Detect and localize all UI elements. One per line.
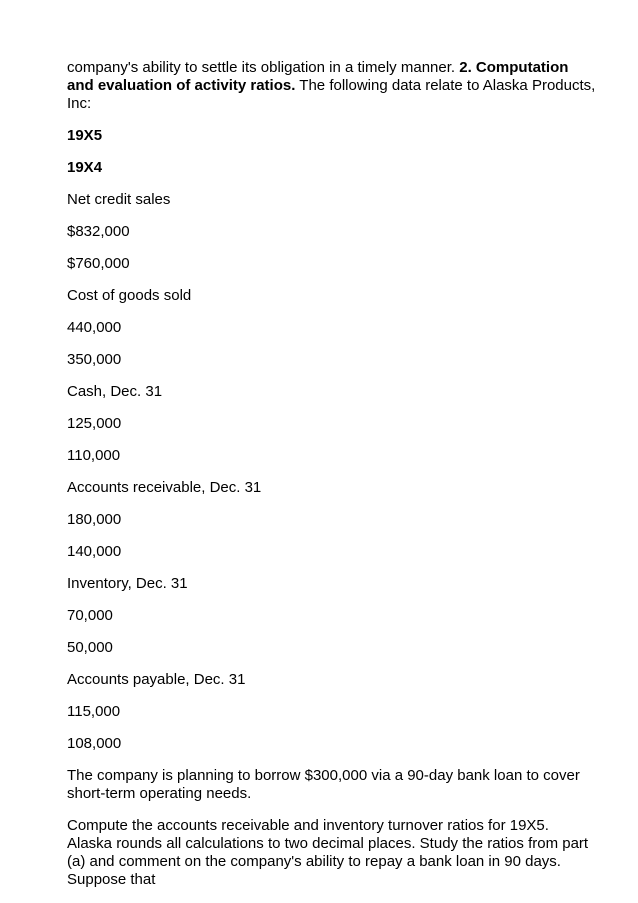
row-label: Accounts payable, Dec. 31 (67, 671, 246, 688)
row-label: Accounts receivable, Dec. 31 (67, 479, 262, 496)
row-value-19x4: 108,000 (67, 735, 122, 752)
intro-paragraph (67, 59, 597, 113)
row-value-19x5: 180,000 (67, 511, 122, 528)
row-value-19x5: 125,000 (67, 415, 122, 432)
row-label: Inventory, Dec. 31 (67, 575, 188, 592)
row-value-19x4: 50,000 (67, 639, 113, 656)
year-header-1: 19X5 (67, 127, 103, 144)
intro-text-b: The following data relate to Alaska Products, Inc: (67, 77, 596, 112)
document-page (67, 59, 597, 889)
row-value-19x4: 350,000 (67, 351, 122, 368)
row-label: Net credit sales (67, 191, 171, 208)
row-value-19x4: 140,000 (67, 543, 122, 560)
row-value-19x5: 440,000 (67, 319, 122, 336)
row-value-19x5: $832,000 (67, 223, 130, 240)
question-paragraph: Compute the accounts receivable and inventory turnover ratios for 19X5. Alaska rounds all calculations to two decimal places. Study the ratios from part (a) and comment on the company's ability to repay a bank loan in 90 days. Suppose that (67, 817, 589, 888)
row-value-19x5: 70,000 (67, 607, 113, 624)
row-label: Cash, Dec. 31 (67, 383, 163, 400)
row-label: Cost of goods sold (67, 287, 192, 304)
row-value-19x5: 115,000 (67, 703, 121, 720)
row-value-19x4: $760,000 (67, 255, 130, 272)
loan-paragraph: The company is planning to borrow $300,000 via a 90-day bank loan to cover short-term operating needs. (67, 767, 580, 802)
section-heading: 2. Computation and evaluation of activity ratios. (67, 59, 569, 94)
row-value-19x4: 110,000 (67, 447, 121, 464)
intro-text-a: company's ability to settle its obligation in a timely manner. (67, 59, 460, 76)
year-header-2: 19X4 (67, 159, 103, 176)
